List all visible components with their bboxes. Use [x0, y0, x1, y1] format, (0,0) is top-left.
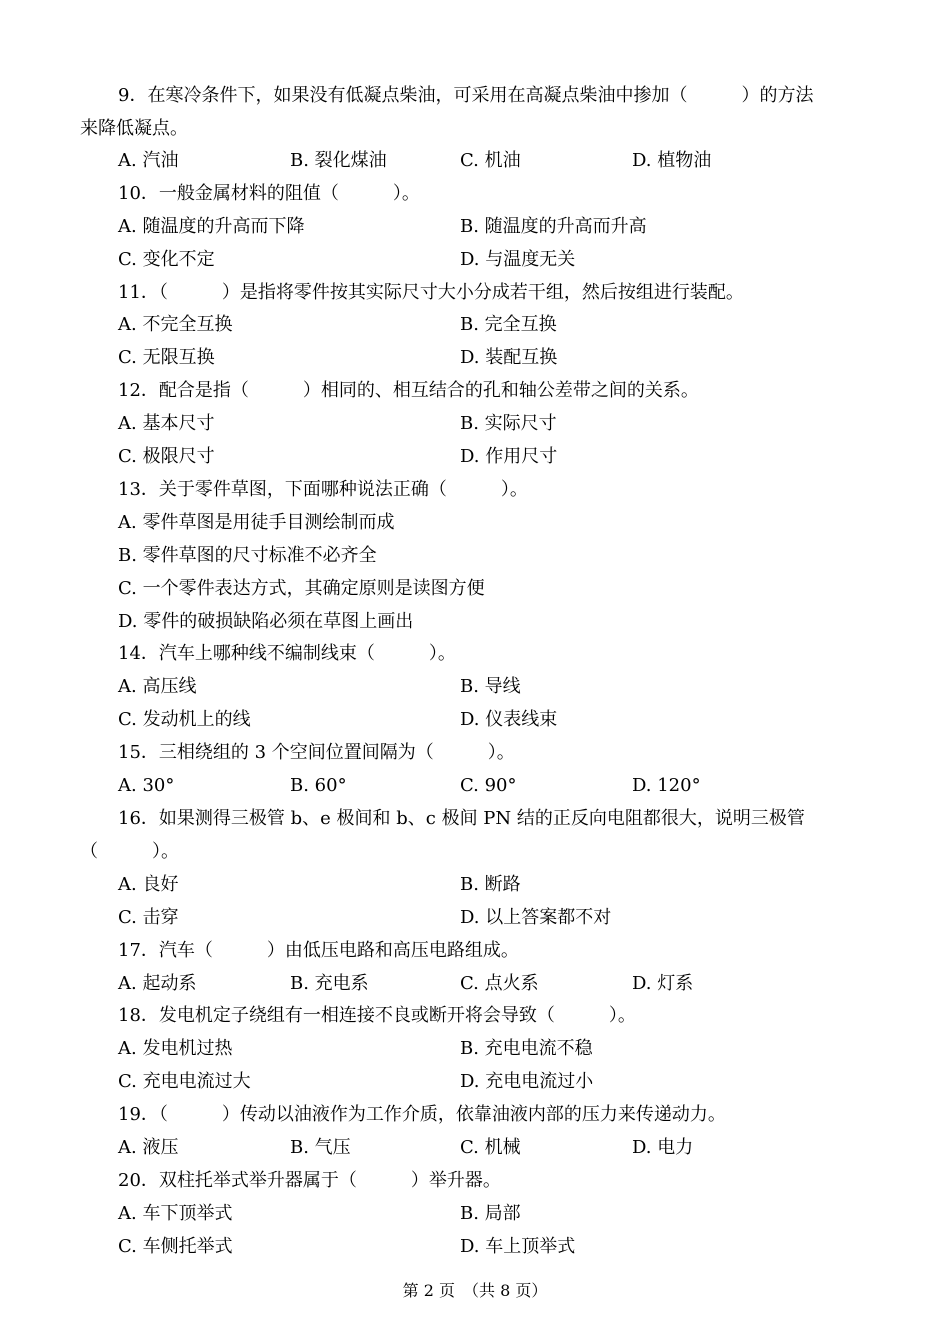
- question-20-option-a: A. 车下顶举式: [118, 1203, 233, 1224]
- question-18-option-d: D. 充电电流过小: [460, 1071, 594, 1092]
- question-14-option-c: C. 发动机上的线: [118, 709, 251, 730]
- question-13-option-c: C. 一个零件表达方式，其确定原则是读图方便: [118, 578, 485, 599]
- question-10-stem: 10．一般金属材料的阻值（ ）。: [118, 183, 420, 204]
- question-11-stem: 11．（ ）是指将零件按其实际尺寸大小分成若干组，然后按组进行装配。: [118, 282, 744, 303]
- question-17-stem: 17．汽车（ ）由低压电路和高压电路组成。: [118, 940, 519, 961]
- question-14-option-b: B. 导线: [460, 676, 521, 697]
- question-9-option-d: D. 植物油: [632, 150, 712, 171]
- question-10-option-d: D. 与温度无关: [460, 249, 576, 270]
- question-11-option-d: D. 装配互换: [460, 347, 558, 368]
- question-10-option-c: C. 变化不定: [118, 249, 215, 270]
- question-20-option-c: C. 车侧托举式: [118, 1236, 233, 1257]
- question-13-stem: 13．关于零件草图，下面哪种说法正确（ ）。: [118, 479, 528, 500]
- question-17-option-a: A. 起动系: [118, 973, 197, 994]
- question-16-option-b: B. 断路: [460, 874, 521, 895]
- question-10-option-a: A. 随温度的升高而下降: [118, 216, 305, 237]
- question-12-option-a: A. 基本尺寸: [118, 413, 215, 434]
- question-18-option-b: B. 充电电流不稳: [460, 1038, 593, 1059]
- question-13-option-a: A. 零件草图是用徒手目测绘制而成: [118, 512, 395, 533]
- question-11-option-b: B. 完全互换: [460, 314, 557, 335]
- question-14-stem: 14．汽车上哪种线不编制线束（ ）。: [118, 643, 456, 664]
- question-15-option-d: D. 120°: [632, 775, 701, 796]
- question-9-stem: 9．在寒冷条件下，如果没有低凝点柴油，可采用在高凝点柴油中掺加（ ）的方法: [118, 85, 814, 106]
- question-18-option-c: C. 充电电流过大: [118, 1071, 251, 1092]
- question-17-option-d: D. 灯系: [632, 973, 694, 994]
- question-15-option-c: C. 90°: [460, 775, 517, 796]
- question-9-option-c: C. 机油: [460, 150, 521, 171]
- question-14-option-a: A. 高压线: [118, 676, 197, 697]
- question-20-stem: 20．双柱托举式举升器属于（ ）举升器。: [118, 1170, 501, 1191]
- question-15-option-b: B. 60°: [290, 775, 347, 796]
- question-9-stem-cont: 来降低凝点。: [80, 118, 188, 139]
- question-15-option-a: A. 30°: [118, 775, 175, 796]
- question-9-option-a: A. 汽油: [118, 150, 179, 171]
- question-17-option-b: B. 充电系: [290, 973, 369, 994]
- question-16-option-d: D. 以上答案都不对: [460, 907, 612, 928]
- question-18-option-a: A. 发电机过热: [118, 1038, 233, 1059]
- question-19-stem: 19．（ ）传动以油液作为工作介质，依靠油液内部的压力来传递动力。: [118, 1104, 726, 1125]
- question-14-option-d: D. 仪表线束: [460, 709, 558, 730]
- question-20-option-d: D. 车上顶举式: [460, 1236, 576, 1257]
- question-12-stem: 12．配合是指（ ）相同的、相互结合的孔和轴公差带之间的关系。: [118, 380, 699, 401]
- question-19-option-b: B. 气压: [290, 1137, 351, 1158]
- question-16-option-a: A. 良好: [118, 874, 179, 895]
- question-9-option-b: B. 裂化煤油: [290, 150, 387, 171]
- question-13-option-b: B. 零件草图的尺寸标准不必齐全: [118, 545, 377, 566]
- question-19-option-d: D. 电力: [632, 1137, 694, 1158]
- question-10-option-b: B. 随温度的升高而升高: [460, 216, 647, 237]
- question-12-option-c: C. 极限尺寸: [118, 446, 215, 467]
- page-number-footer: 第 2 页 （共 8 页）: [402, 1281, 548, 1300]
- question-11-option-a: A. 不完全互换: [118, 314, 233, 335]
- question-12-option-b: B. 实际尺寸: [460, 413, 557, 434]
- question-17-option-c: C. 点火系: [460, 973, 539, 994]
- question-16-stem: 16．如果测得三极管 b、e 极间和 b、c 极间 PN 结的正反向电阻都很大，说明三极管: [118, 808, 805, 829]
- question-19-option-a: A. 液压: [118, 1137, 179, 1158]
- question-19-option-c: C. 机械: [460, 1137, 521, 1158]
- question-16-stem-cont: （ ）。: [80, 841, 179, 862]
- question-12-option-d: D. 作用尺寸: [460, 446, 558, 467]
- question-20-option-b: B. 局部: [460, 1203, 521, 1224]
- question-18-stem: 18．发电机定子绕组有一相连接不良或断开将会导致（ ）。: [118, 1005, 636, 1026]
- question-16-option-c: C. 击穿: [118, 907, 179, 928]
- question-11-option-c: C. 无限互换: [118, 347, 215, 368]
- question-15-stem: 15．三相绕组的 3 个空间位置间隔为（ ）。: [118, 742, 515, 763]
- question-13-option-d: D. 零件的破损缺陷必须在草图上画出: [118, 611, 414, 632]
